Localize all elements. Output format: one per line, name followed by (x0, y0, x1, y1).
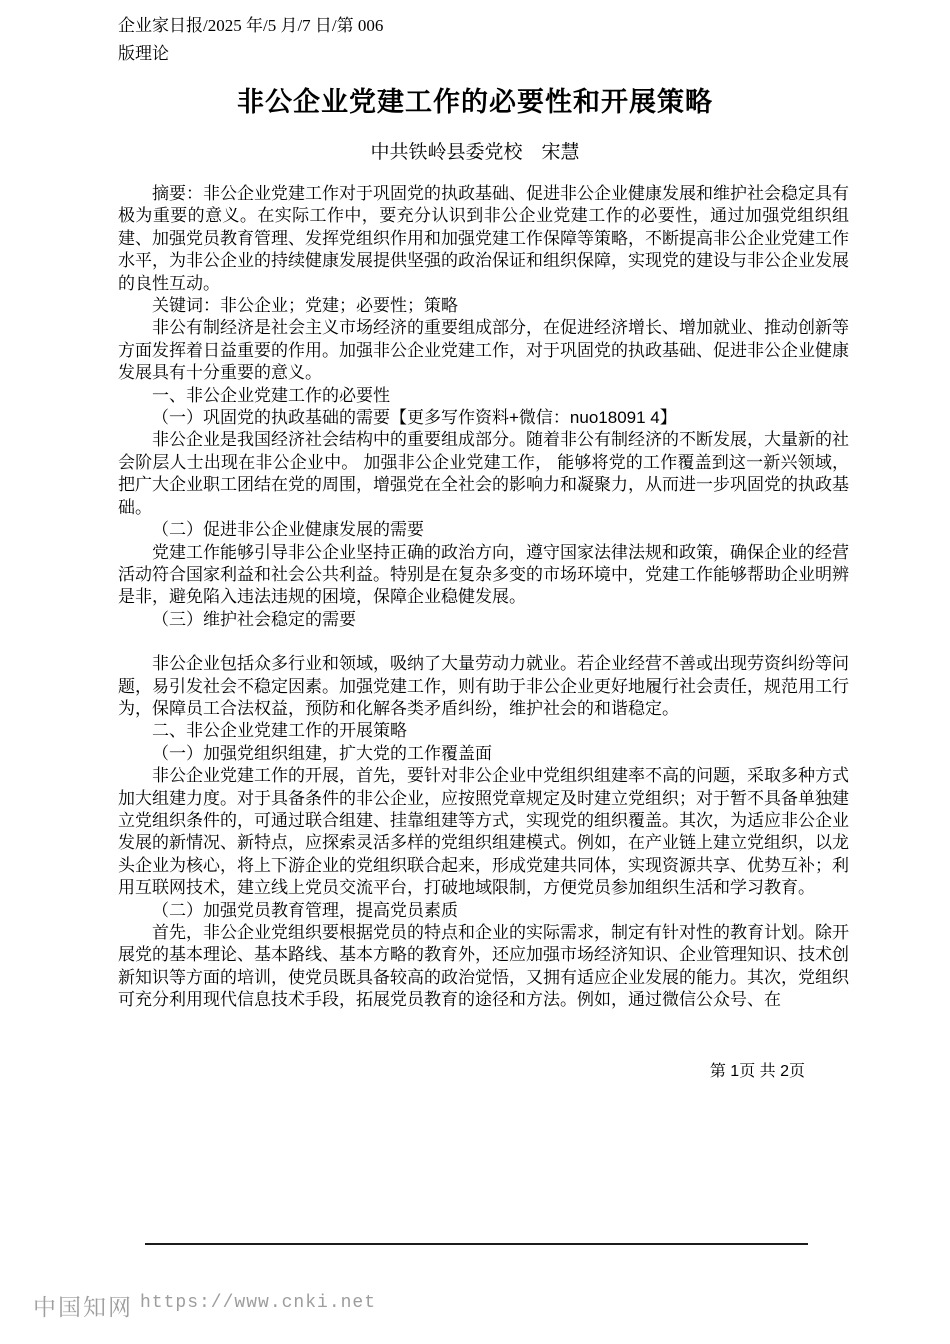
source-citation (118, 12, 858, 68)
page-number: 第 1页 共 2页 (709, 1063, 805, 1080)
cnki-watermark-brand: 中国知网 (33, 1295, 133, 1320)
abstract-paragraph: 摘要：非公企业党建工作对于巩固党的执政基础、促进非公企业健康发展和维护社会稳定具有极为重要的意义。在实际工作中，要充分认识到非公企业党建工作的必要性，通过加强党组织组建、加强党员教育管理、发挥党组织作用和加强党建工作保障等策略，不断提高非公企业党建工作水平，为非公企业的持续健康发展提供坚强的政治保证和组织保障，实现党的建设与非公企业发展的良性互动。 (118, 184, 849, 293)
keywords-line: 关键词：非公企业；党建；必要性；策略 (152, 296, 458, 316)
body-paragraph-1-3: 非公企业包括众多行业和领域，吸纳了大量劳动力就业。若企业经营不善或出现劳资纠纷等问题，易引发社会不稳定因素。加强党建工作，则有助于非公企业更好地履行社会责任，规范用工行为，保障员工合法权益，预防和化解各类矛盾纠纷，维护社会的和谐稳定。 (118, 654, 849, 718)
section-heading-2: 二、非公企业党建工作的开展策略 (152, 721, 407, 741)
intro-paragraph: 非公有制经济是社会主义市场经济的重要组成部分，在促进经济增长、增加就业、推动创新等方面发挥着日益重要的作用。加强非公企业党建工作，对于巩固党的执政基础、促进非公企业健康发展具有十分重要的意义。 (118, 318, 849, 383)
subsection-heading-2-1: （一）加强党组织组建，扩大党的工作覆盖面 (152, 743, 492, 763)
subsection-heading-2-2: （二）加强党员教育管理，提高党员素质 (152, 900, 458, 920)
subsection-heading-1-3: （三）维护社会稳定的需要 (152, 609, 356, 629)
subsection-heading-1-2: （二）促进非公企业健康发展的需要 (152, 520, 424, 540)
page-title: 非公企业党建工作的必要性和开展策略 (237, 87, 713, 117)
body-paragraph-2-1: 非公企业党建工作的开展，首先，要针对非公企业中党组织组建率不高的问题，采取多种方式加大组建力度。对于具备条件的非公企业，应按照党章规定及时建立党组织；对于暂不具备单独建立党组织条件的，可通过联合组建、挂靠组建等方式，实现党的组织覆盖。其次，为适应非公企业发展的新情况、新特点，应探索灵活多样的党组织组建模式。例如，在产业链上建立党组织，以龙头企业为核心，将上下游企业的党组织联合起来，形成党建共同体，实现资源共享、优势互补；利用互联网技术，建立线上党员交流平台，打破地域限制，方便党员参加组织生活和学习教育。 (118, 766, 849, 898)
footer-divider-line (145, 1243, 808, 1245)
source-citation-line2: 版理论 (118, 44, 169, 63)
author-affiliation: 中共铁岭县委党校 宋慧 (370, 142, 580, 163)
subsection-heading-1-1: （一）巩固党的执政基础的需要【更多写作资料+微信：nuo18091 4】 (152, 408, 677, 428)
section-heading-1: 一、非公企业党建工作的必要性 (152, 385, 390, 405)
body-paragraph-2-2: 首先，非公企业党组织要根据党员的特点和企业的实际需求，制定有针对性的教育计划。除开展党的基本理论、基本路线、基本方略的教育外，还应加强市场经济知识、企业管理知识、技术创新知识等方面的培训，使党员既具备较高的政治觉悟，又拥有适应企业发展的能力。其次，党组织可充分利用现代信息技术手段，拓展党员教育的途径和方法。例如，通过微信公众号、在 (118, 923, 849, 1010)
body-paragraph-1-2: 党建工作能够引导非公企业坚持正确的政治方向，遵守国家法律法规和政策，确保企业的经营活动符合国家利益和社会公共利益。特别是在复杂多变的市场环境中，党建工作能够帮助企业明辨是非，避免陷入违法违规的困境，保障企业稳健发展。 (118, 542, 849, 607)
body-paragraph-1-1: 非公企业是我国经济社会结构中的重要组成部分。随着非公有制经济的不断发展，大量新的社会阶层人士出现在非公企业中。 加强非公企业党建工作， 能够将党的工作覆盖到这一新兴领域，把广大企业职工团结在党的周围，增强党在全社会的影响力和凝聚力，从而进一步巩固党的执政基础。 (118, 430, 849, 517)
article-body (118, 183, 849, 1012)
cnki-watermark-url: https://www.cnki.net (140, 1293, 377, 1313)
source-citation-line1: 企业家日报/2025 年/5 月/7 日/第 006 (118, 16, 384, 35)
